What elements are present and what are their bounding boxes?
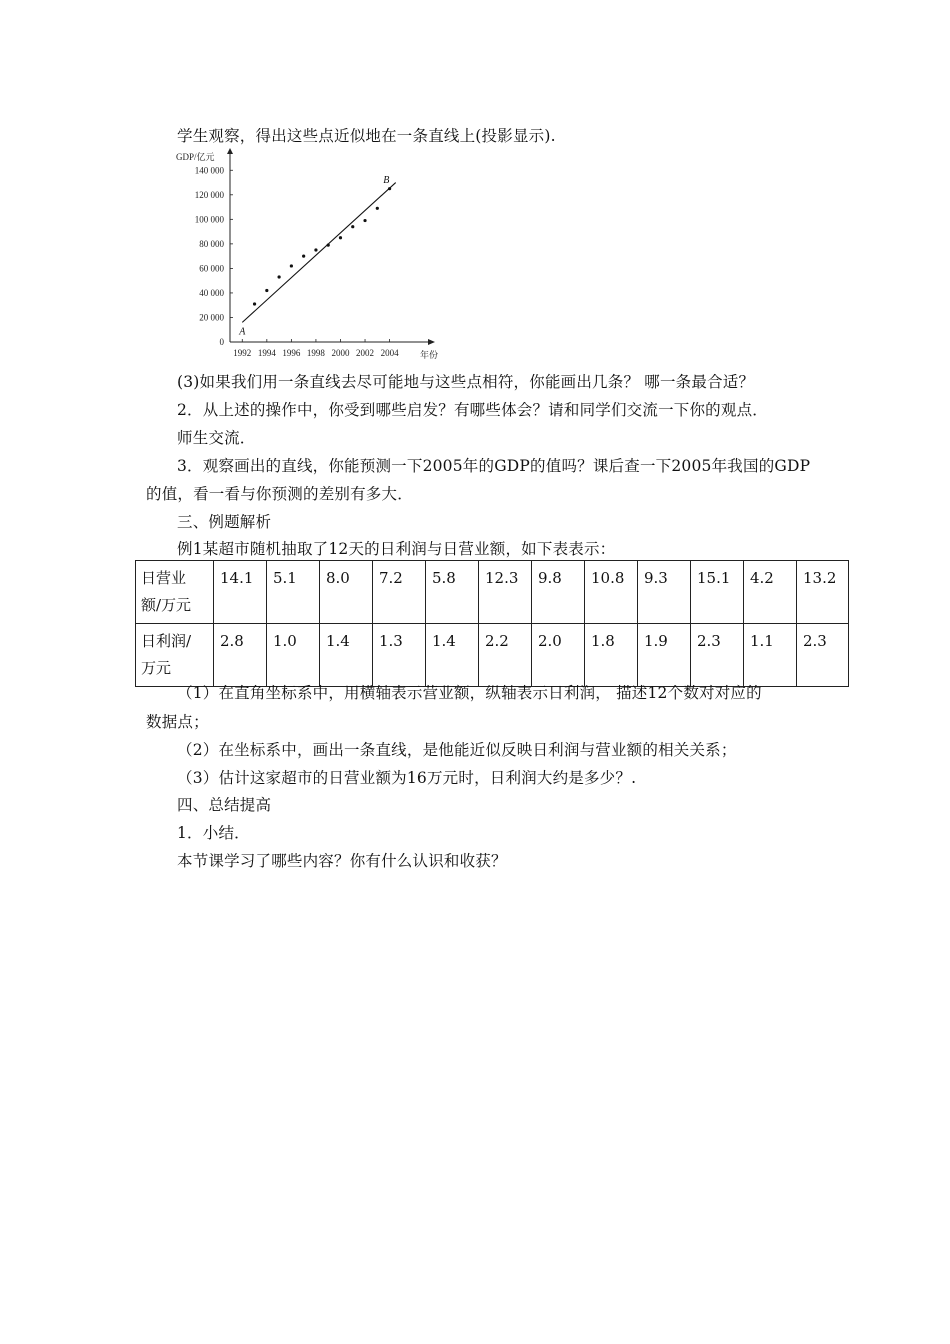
x-tick-label: 2002 bbox=[356, 348, 375, 358]
example-1-intro: 例1某超市随机抽取了12天的日利润与日营业额，如下表表示： bbox=[177, 540, 616, 558]
x-tick-label: 2000 bbox=[331, 348, 350, 358]
question-3-estimate: （3）估计这家超市的日营业额为16万元时，日利润大约是多少？. bbox=[177, 769, 637, 787]
table-cell: 10.8 bbox=[585, 561, 638, 624]
annotation-label: B bbox=[383, 174, 390, 186]
table-cell: 8.0 bbox=[320, 561, 373, 624]
predict-paragraph-line1: 3．观察画出的直线，你能预测一下2005年的GDP的值吗？课后查一下2005年我国的GDP bbox=[177, 457, 811, 475]
inspire-paragraph: 2．从上述的操作中，你受到哪些启发？有哪些体会？请和同学们交流一下你的观点． bbox=[177, 401, 768, 419]
table-cell: 1.0 bbox=[267, 624, 320, 687]
data-point bbox=[327, 243, 330, 246]
x-tick-label: 1992 bbox=[233, 348, 252, 358]
y-tick-label: 20 000 bbox=[199, 312, 224, 323]
y-axis-arrow-icon bbox=[227, 148, 233, 154]
x-tick-label: 2004 bbox=[380, 348, 399, 358]
predict-paragraph-line2: 的值，看一看与你预测的差别有多大． bbox=[146, 485, 413, 503]
y-tick-label: 120 000 bbox=[194, 189, 224, 200]
x-axis-label: 年份 bbox=[420, 350, 439, 360]
table-cell: 4.2 bbox=[744, 561, 797, 624]
data-point bbox=[339, 236, 342, 239]
data-point bbox=[376, 207, 379, 210]
table-cell: 1.4 bbox=[320, 624, 373, 687]
table-row bbox=[136, 561, 849, 624]
table-cell: 7.2 bbox=[373, 561, 426, 624]
data-point bbox=[388, 187, 391, 190]
x-tick-label: 1998 bbox=[306, 348, 325, 358]
data-point bbox=[290, 264, 293, 267]
table-cell: 13.2 bbox=[797, 561, 849, 624]
table-cell: 15.1 bbox=[691, 561, 744, 624]
intro-line: 学生观察，得出这些点近似地在一条直线上(投影显示). bbox=[177, 127, 556, 145]
table-cell: 9.8 bbox=[532, 561, 585, 624]
table-cell: 9.3 bbox=[638, 561, 691, 624]
data-point bbox=[278, 275, 281, 278]
table-cell: 1.9 bbox=[638, 624, 691, 687]
gdp-scatter-chart bbox=[172, 148, 442, 364]
y-tick-label: 0 bbox=[219, 337, 224, 347]
question-1-line1: （1）在直角坐标系中，用横轴表示营业额，纵轴表示日利润， 描述12个数对对应的 bbox=[177, 684, 762, 702]
data-table bbox=[135, 560, 849, 687]
fit-line bbox=[242, 183, 395, 323]
table-cell: 1.3 bbox=[373, 624, 426, 687]
question-3: (3)如果我们用一条直线去尽可能地与这些点相符，你能画出几条？ 哪一条最合适？ bbox=[177, 373, 755, 391]
exchange-paragraph: 师生交流． bbox=[177, 429, 256, 447]
question-2: （2）在坐标系中，画出一条直线，是他能近似反映日利润与营业额的相关关系； bbox=[177, 741, 737, 759]
summary-heading: 1．小结． bbox=[177, 824, 250, 842]
section-4-heading: 四、总结提高 bbox=[177, 796, 272, 814]
table-cell: 2.8 bbox=[214, 624, 267, 687]
section-3-heading: 三、例题解析 bbox=[177, 513, 272, 531]
data-point bbox=[265, 289, 268, 292]
table-cell: 5.8 bbox=[426, 561, 479, 624]
y-axis-label: GDP/亿元 bbox=[176, 152, 215, 162]
table-cell: 2.2 bbox=[479, 624, 532, 687]
annotation-label: A bbox=[239, 326, 246, 338]
data-point bbox=[363, 219, 366, 222]
row-header-revenue: 日营业 额/万元 bbox=[136, 561, 214, 624]
table-cell: 1.4 bbox=[426, 624, 479, 687]
table-cell: 14.1 bbox=[214, 561, 267, 624]
table-cell: 2.3 bbox=[797, 624, 849, 687]
question-1-line2: 数据点； bbox=[146, 713, 209, 731]
table-cell: 2.3 bbox=[691, 624, 744, 687]
x-tick-label: 1996 bbox=[282, 348, 301, 358]
y-tick-label: 100 000 bbox=[194, 214, 224, 225]
table-row bbox=[136, 624, 849, 687]
y-tick-label: 80 000 bbox=[199, 238, 224, 249]
y-tick-label: 40 000 bbox=[199, 287, 224, 298]
y-tick-label: 60 000 bbox=[199, 263, 224, 274]
table-cell: 1.1 bbox=[744, 624, 797, 687]
table-cell: 2.0 bbox=[532, 624, 585, 687]
table-cell: 12.3 bbox=[479, 561, 532, 624]
y-tick-label: 140 000 bbox=[194, 165, 224, 176]
x-axis-arrow-icon bbox=[428, 339, 435, 345]
row-header-profit: 日利润/ 万元 bbox=[136, 624, 214, 687]
summary-question: 本节课学习了哪些内容？你有什么认识和收获？ bbox=[177, 852, 507, 870]
table-cell: 5.1 bbox=[267, 561, 320, 624]
table-cell: 1.8 bbox=[585, 624, 638, 687]
data-point bbox=[351, 225, 354, 228]
data-point bbox=[302, 255, 305, 258]
data-point bbox=[253, 302, 256, 305]
x-tick-label: 1994 bbox=[257, 348, 276, 358]
data-point bbox=[314, 248, 317, 251]
